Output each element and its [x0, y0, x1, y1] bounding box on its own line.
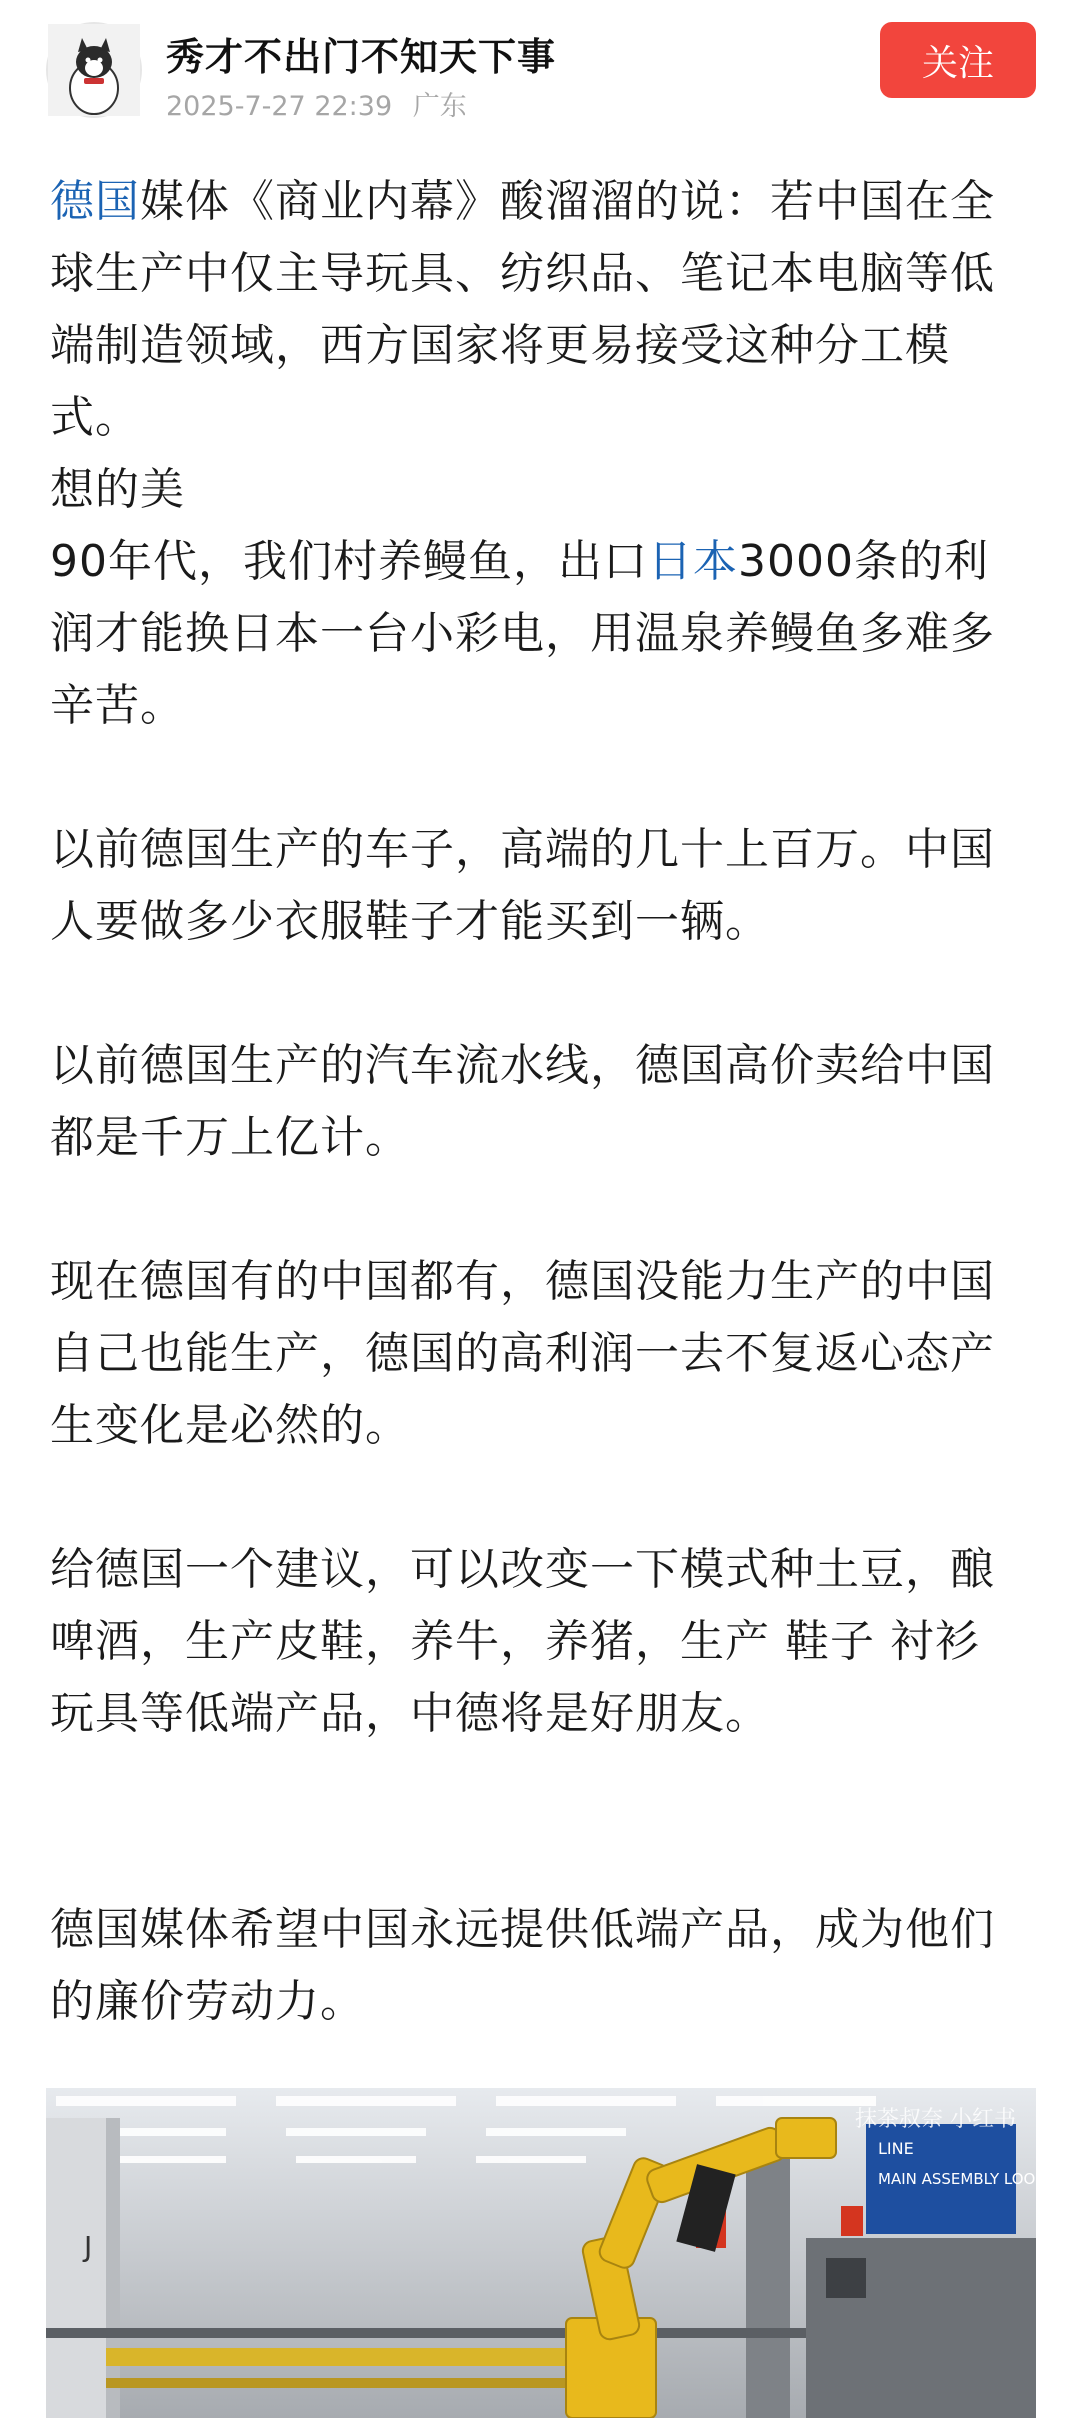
author-name[interactable]: 秀才不出门不知天下事 [166, 35, 557, 79]
paragraph-3-post: 3000条的利润才能换日本一台小彩电，用温泉养鳗鱼多难多辛苦。 [50, 536, 995, 731]
article-body [50, 166, 1030, 2038]
paragraph-1-text: 媒体《商业内幕》酸溜溜的说：若中国在全球生产中仅主导玩具、纺织品、笔记本电脑等低端制造领域，西方国家将更易接受这种分工模式。 [50, 176, 995, 443]
post-meta [166, 84, 479, 123]
post-header [0, 0, 1080, 140]
author-avatar[interactable] [46, 22, 142, 118]
image-watermark: 抹茶叔奈 小红书 [855, 2107, 1016, 2132]
assembly-sign-text: MAIN ASSEMBLY LOOP 3 [878, 2170, 1059, 2188]
paragraph-8: 德国媒体希望中国永远提供低端产品，成为他们的廉价劳动力。 [50, 1904, 995, 2027]
paragraph-2: 想的美 [50, 464, 185, 515]
post-date: 2025-7-27 22:39 [166, 91, 393, 122]
paragraph-4: 以前德国生产的车子，高端的几十上百万。中国人要做多少衣服鞋子才能买到一辆。 [50, 824, 995, 947]
factory-image[interactable] [46, 2088, 1059, 2418]
factory-robot-illustration [46, 2088, 1059, 2418]
paragraph-5: 以前德国生产的汽车流水线，德国高价卖给中国都是千万上亿计。 [50, 1040, 995, 1163]
topic-link-japan[interactable]: 日本 [648, 536, 738, 587]
paragraph-3 [50, 526, 1030, 742]
paragraph-1 [50, 166, 1030, 454]
paragraph-7: 给德国一个建议，可以改变一下模式种土豆，酿啤酒，生产皮鞋，养牛，养猪，生产 鞋子 衬衫 玩具等低端产品，中德将是好朋友。 [50, 1544, 995, 1739]
paragraph-3-pre: 90年代，我们村养鳗鱼，出口 [50, 536, 648, 587]
pillar-letter: J [84, 2230, 93, 2263]
paragraph-6: 现在德国有的中国都有，德国没能力生产的中国自己也能生产，德国的高利润一去不复返心态产生变化是必然的。 [50, 1256, 995, 1451]
topic-link-germany[interactable]: 德国 [50, 176, 140, 227]
post-location: 广东 [412, 91, 467, 122]
cat-avatar-icon [48, 24, 140, 116]
assembly-line-label: LINE [878, 2139, 914, 2158]
follow-button[interactable]: 关注 [880, 22, 1036, 98]
